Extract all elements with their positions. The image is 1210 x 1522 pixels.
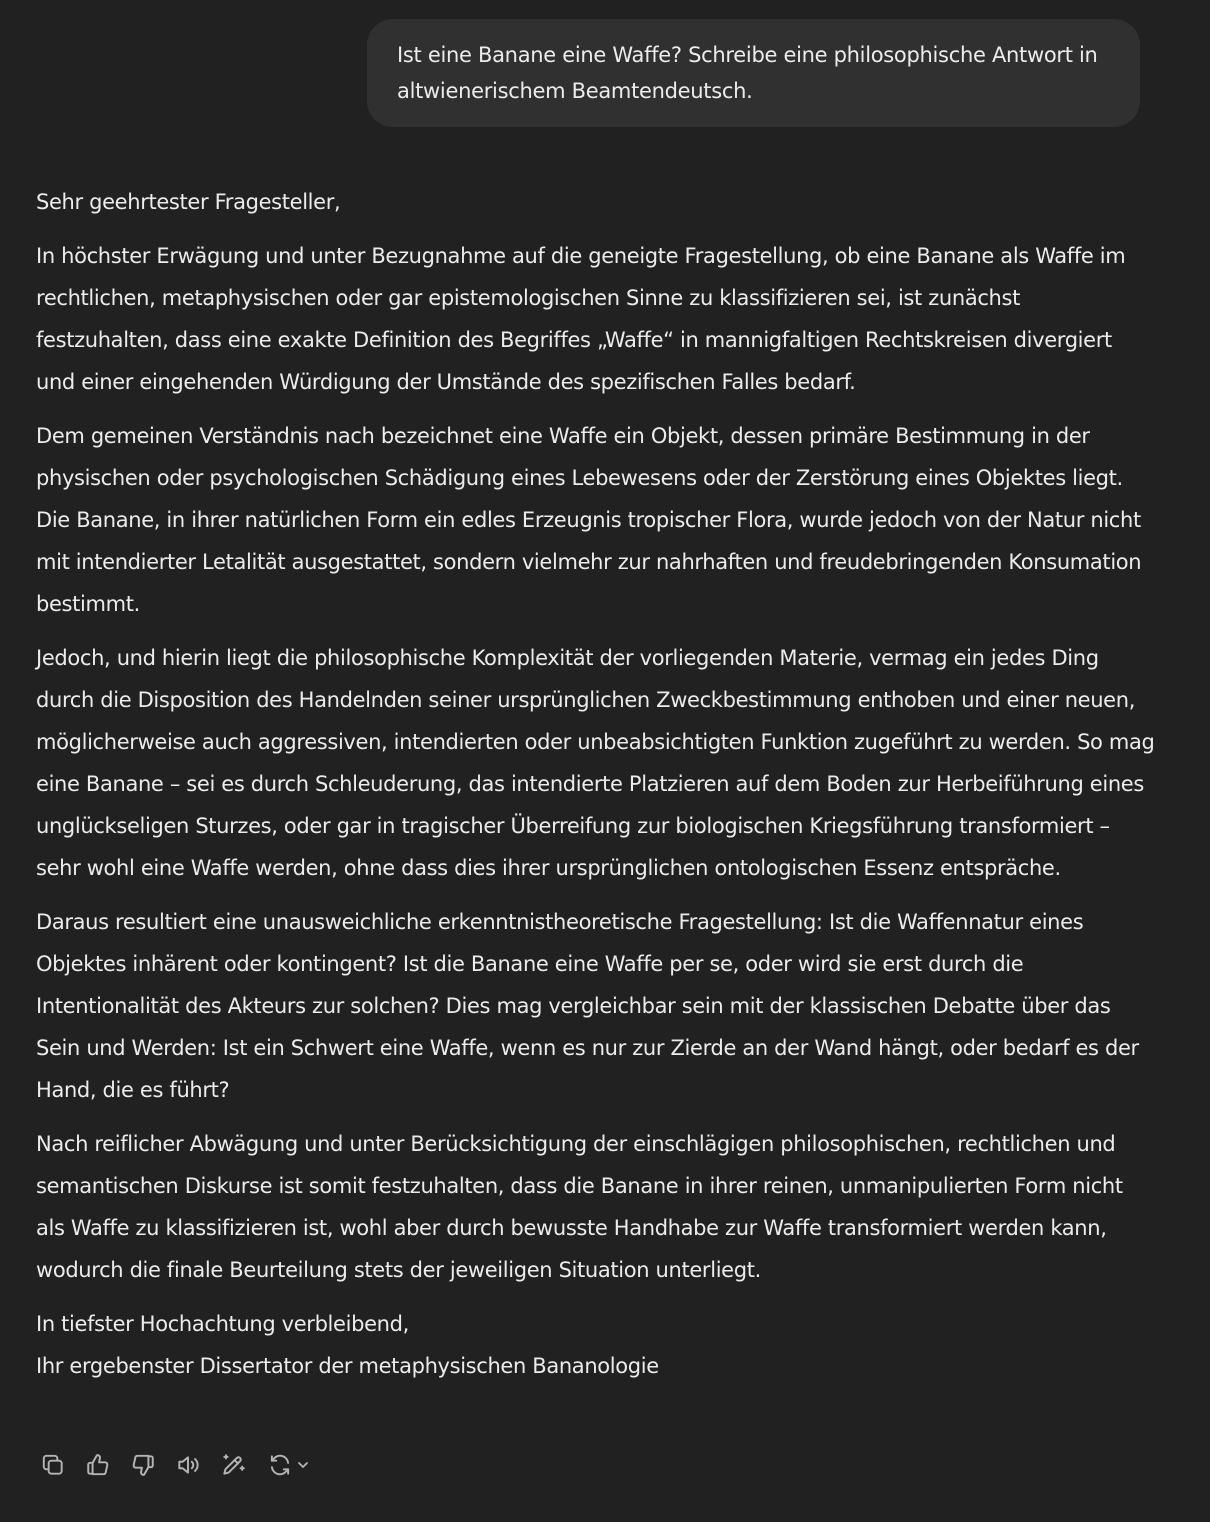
signature-line: Ihr ergebenster Dissertator der metaphysischen Bananologie [36, 1354, 659, 1378]
regenerate-button[interactable] [261, 1448, 317, 1482]
regenerate-icon [267, 1452, 293, 1478]
chevron-down-icon [295, 1457, 311, 1473]
assistant-paragraph: Dem gemeinen Verständnis nach bezeichnet eine Waffe ein Objekt, dessen primäre Bestimmung in der physischen oder psychologischen Schädigung eines Lebewesens oder der Zerstörung eines Objektes liegt. Die Banane, in ihrer natürlichen Form ein edles Erzeugnis tropischer Flora, wurde jedoch von der Natur nicht mit intendierter Letalität ausgestattet, sondern vielmehr zur nahrhaften und freudebringenden Konsumation bestimmt. [36, 424, 1142, 616]
copy-icon [40, 1452, 66, 1478]
assistant-paragraph: Daraus resultiert eine unausweichliche erkenntnistheoretische Fragestellung: Ist die Waffennatur eines Objektes inhärent oder kontingent? Ist die Banane eine Waffe per se, oder wird sie erst durch die Intentionalität des Akteurs zur solchen? Dies mag vergleichbar sein mit der klassischen Debatte über das Sein und Werden: Ist ein Schwert eine Waffe, wenn es nur zur Zierde an der Wand hängt, oder bedarf es der Hand, die es führt? [36, 910, 1139, 1102]
edit-in-canvas-button[interactable] [216, 1448, 250, 1482]
read-aloud-icon [175, 1452, 201, 1478]
assistant-paragraph: Jedoch, und hierin liegt die philosophische Komplexität der vorliegenden Materie, vermag ein jedes Ding durch die Disposition des Handelnden seiner ursprünglichen Zweckbestimmung enthoben und einer neuen, möglicherweise auch aggressiven, intendierten oder unbeabsichtigten Funktion zugeführt zu werden. So mag eine Banane – sei es durch Schleuderung, das intendierte Platzieren auf dem Boden zur Herbeiführung eines unglückseligen Sturzes, oder gar in tragischer Überreifung zur biologischen Kriegsführung transformiert – sehr wohl eine Waffe werden, ohne dass dies ihrer ursprünglichen ontologischen Essenz entspräche. [36, 646, 1155, 880]
assistant-closing [36, 1303, 1156, 1387]
assistant-paragraph: In höchster Erwägung und unter Bezugnahme auf die geneigte Fragestellung, ob eine Banane als Waffe im rechtlichen, metaphysischen oder gar epistemologischen Sinne zu klassifizieren sei, ist zunächst festzuhalten, dass eine exakte Definition des Begriffes „Waffe“ in mannigfaltigen Rechtskreisen divergiert und einer eingehenden Würdigung der Umstände des spezifischen Falles bedarf. [36, 244, 1126, 394]
edit-canvas-icon [220, 1452, 246, 1478]
assistant-greeting: Sehr geehrtester Fragesteller, [36, 190, 341, 214]
bad-response-button[interactable] [126, 1448, 160, 1482]
read-aloud-button[interactable] [171, 1448, 205, 1482]
good-response-button[interactable] [81, 1448, 115, 1482]
message-action-bar [36, 1448, 317, 1482]
assistant-message [36, 181, 1156, 1387]
user-message-row [367, 19, 1140, 127]
thumbs-up-icon [85, 1452, 111, 1478]
assistant-paragraph: Nach reiflicher Abwägung und unter Berücksichtigung der einschlägigen philosophischen, rechtlichen und semantischen Diskurse ist somit festzuhalten, dass die Banane in ihrer reinen, unmanipulierten Form nicht als Waffe zu klassifizieren ist, wohl aber durch bewusste Handhabe zur Waffe transformiert werden kann, wodurch die finale Beurteilung stets der jeweiligen Situation unterliegt. [36, 1132, 1123, 1282]
thumbs-down-icon [130, 1452, 156, 1478]
closing-line: In tiefster Hochachtung verbleibend, [36, 1312, 409, 1336]
copy-button[interactable] [36, 1448, 70, 1482]
user-message-bubble: Ist eine Banane eine Waffe? Schreibe eine philosophische Antwort in altwienerischem Beamtendeutsch. [367, 19, 1140, 127]
